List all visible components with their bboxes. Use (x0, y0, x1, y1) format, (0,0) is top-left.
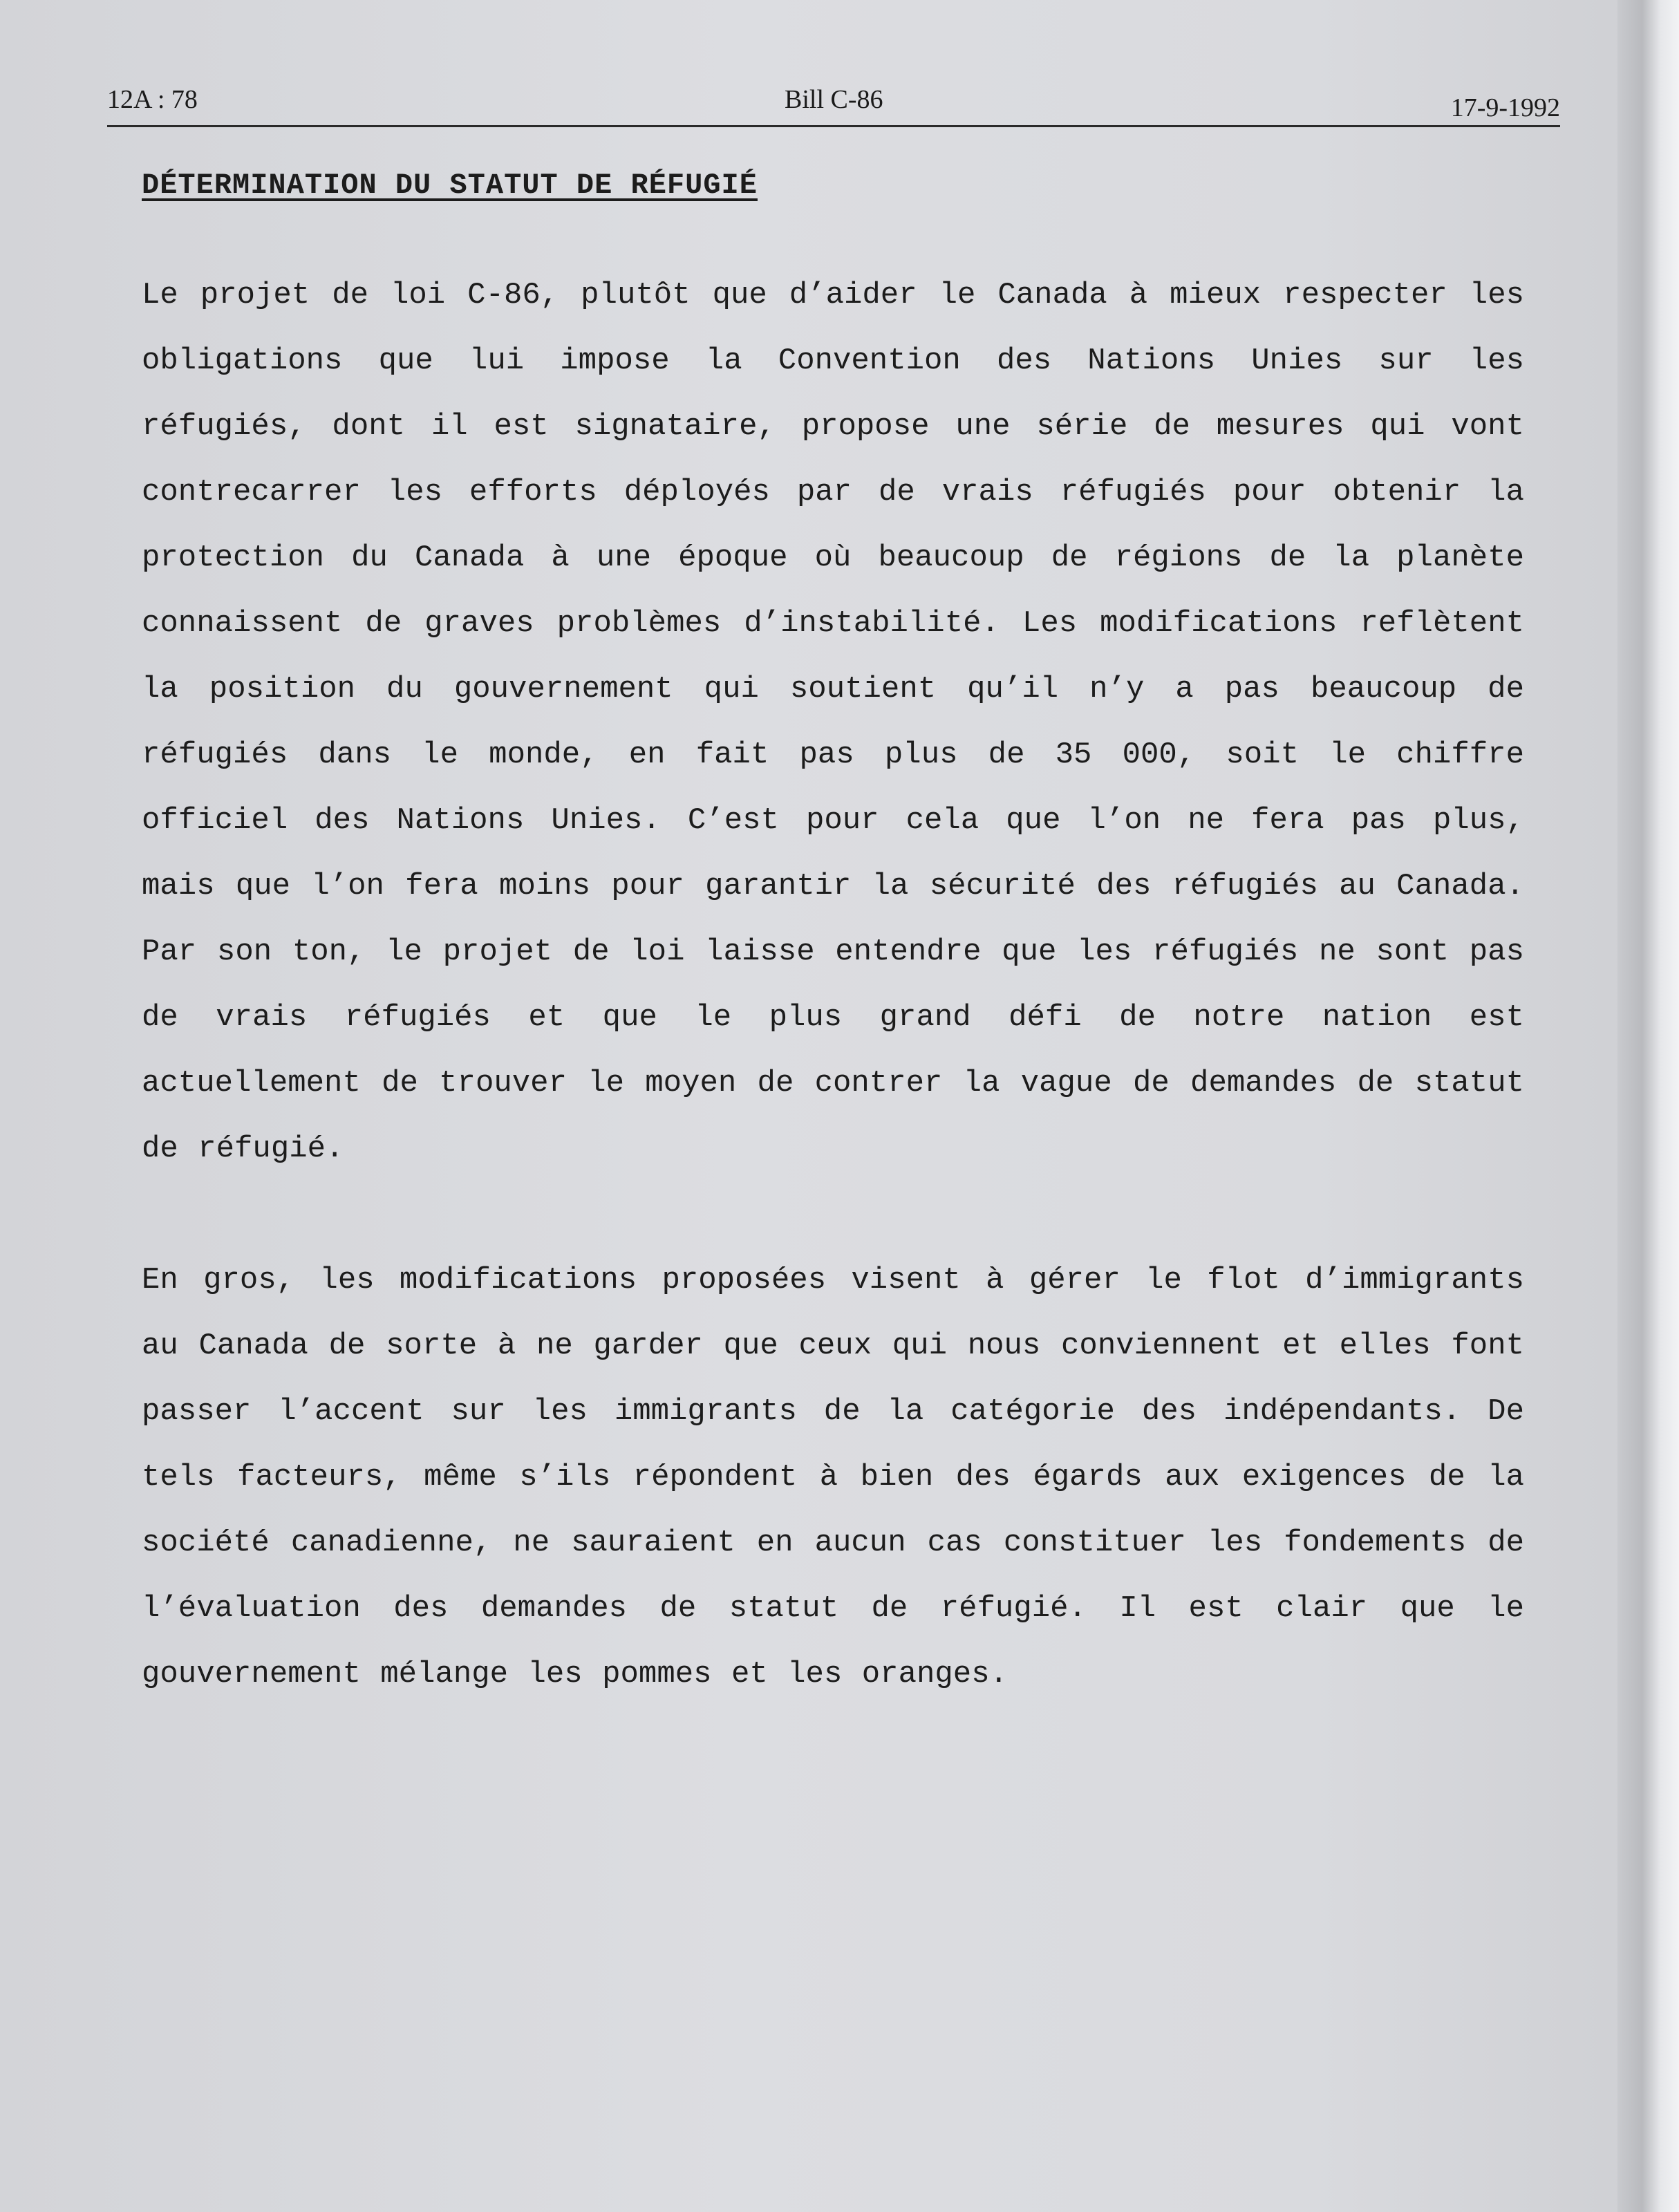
page-header (107, 82, 1560, 123)
page-body (142, 166, 1524, 1707)
bill-title: Bill C-86 (785, 85, 883, 114)
header-rule (107, 125, 1560, 127)
paragraph-1: Le projet de loi C-86, plutôt que d’aider le Canada à mieux respecter les obligations que lui impose la Convention des Nations Unies sur les réfugiés, dont il est signataire, propose une série de mesures qui vont contrecarrer les efforts déployés par de vrais réfugiés pour obtenir la protection du Canada à une époque où beaucoup de régions de la planète connaissent de graves problèmes d’instabilité. Les modifications reflètent la position du gouvernement qui soutient qu’il n’y a pas beaucoup de réfugiés dans le monde, en fait pas plus de 35 000, soit le chiffre officiel des Nations Unies. C’est pour cela que l’on ne fera pas plus, mais que l’on fera moins pour garantir la sécurité des réfugiés au Canada. Par son ton, le projet de loi laisse entendre que les réfugiés ne sont pas de vrais réfugiés et que le plus grand défi de notre nation est actuellement de trouver le moyen de contrer la vague de demandes de statut de réfugié. (142, 278, 1524, 1166)
page-number: 12A : 78 (107, 85, 198, 114)
page-date: 17-9-1992 (1450, 93, 1560, 122)
section-heading: DÉTERMINATION DU STATUT DE RÉFUGIÉ (142, 169, 758, 202)
paragraph-2: En gros, les modifications proposées visent à gérer le flot d’immigrants au Canada de sorte à ne garder que ceux qui nous conviennent et elles font passer l’accent sur les immigrants de la catégorie des indépendants. De tels facteurs, même s’ils répondent à bien des égards aux exigences de la société canadienne, ne sauraient en aucun cas constituer les fondements de l’évaluation des demandes de statut de réfugié. Il est clair que le gouvernement mélange les pommes et les oranges. (142, 1263, 1524, 1691)
page-edge (1617, 0, 1679, 2212)
